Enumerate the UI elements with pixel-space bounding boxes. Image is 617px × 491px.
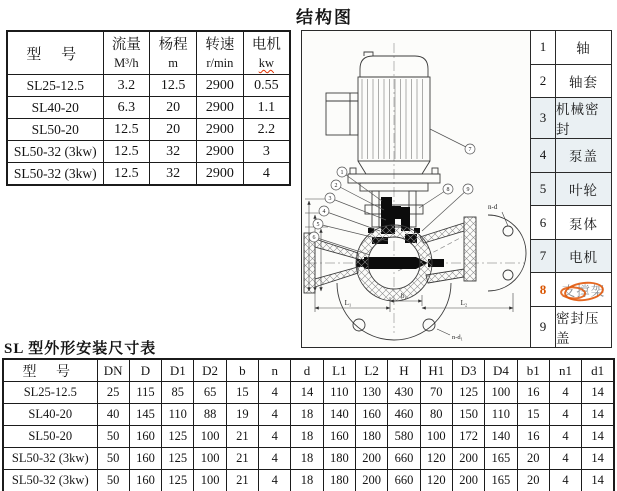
table-cell: 70 — [420, 382, 452, 404]
parts-row — [531, 307, 611, 347]
table-cell: 2900 — [197, 163, 244, 186]
table-cell: SL50-32 (3kw) — [3, 470, 97, 491]
table-cell: 200 — [356, 470, 388, 491]
discharge-flange — [420, 212, 526, 291]
table-cell: 160 — [129, 470, 161, 491]
table-cell: 50 — [97, 448, 129, 470]
table-cell: 160 — [323, 426, 355, 448]
table-cell: 2900 — [197, 141, 244, 163]
table-cell: SL50-20 — [3, 426, 97, 448]
table-cell: 18 — [291, 470, 323, 491]
table-cell: 40 — [97, 404, 129, 426]
table-cell: SL25-12.5 — [7, 75, 103, 97]
part-name: 轴套 — [569, 74, 598, 90]
table-cell: 21 — [226, 448, 258, 470]
balloon-number: 3 — [328, 196, 332, 203]
table-cell: 16 — [517, 426, 549, 448]
table-cell: 14 — [582, 470, 614, 491]
table-cell: 12.5 — [103, 163, 150, 186]
table-cell: 110 — [323, 382, 355, 404]
dim-column-header: n1 — [549, 359, 581, 382]
table-cell: SL50-20 — [7, 119, 103, 141]
table-cell: 88 — [194, 404, 226, 426]
table-cell: 2900 — [197, 75, 244, 97]
dim-label-l1: L₁ — [344, 299, 352, 307]
table-cell: SL50-32 (3kw) — [7, 141, 103, 163]
parts-row — [531, 31, 611, 65]
table-cell: 4 — [259, 382, 291, 404]
part-number: 8 — [531, 273, 556, 306]
table-cell: 3 — [243, 141, 290, 163]
table-cell: 430 — [388, 382, 420, 404]
table-cell: 180 — [323, 448, 355, 470]
table-cell: 2.2 — [243, 119, 290, 141]
part-number: 4 — [531, 139, 556, 172]
table-cell: 14 — [291, 382, 323, 404]
table-cell: 21 — [226, 426, 258, 448]
balloon-number: 5 — [316, 222, 320, 229]
table-cell: 180 — [356, 426, 388, 448]
table-cell: 50 — [97, 426, 129, 448]
parts-row — [531, 240, 611, 274]
perf-column-header: 杨程 m — [150, 31, 197, 75]
parts-list — [530, 31, 611, 347]
table-row — [3, 448, 614, 470]
table-cell: SL40-20 — [7, 97, 103, 119]
dim-column-header: H — [388, 359, 420, 382]
table-cell: 14 — [582, 448, 614, 470]
part-number: 6 — [531, 206, 556, 239]
table-cell: 21 — [226, 470, 258, 491]
table-cell: SL40-20 — [3, 404, 97, 426]
table-row — [3, 382, 614, 404]
table-cell: 580 — [388, 426, 420, 448]
dim-column-header: d1 — [582, 359, 614, 382]
table-cell: 125 — [162, 470, 194, 491]
table-cell: 18 — [291, 404, 323, 426]
table-cell: 85 — [162, 382, 194, 404]
table-cell: 145 — [129, 404, 161, 426]
table-cell: 20 — [150, 119, 197, 141]
parts-row — [531, 206, 611, 240]
flange-bolt-label-bottom: n-d₁ — [452, 334, 463, 341]
table-cell: 50 — [97, 470, 129, 491]
table-cell: 660 — [388, 448, 420, 470]
performance-table — [6, 30, 291, 186]
table-cell: 4 — [549, 404, 581, 426]
perf-column-header: 流量 M³/h — [103, 31, 150, 75]
perf-column-header: 转速 r/min — [197, 31, 244, 75]
perf-column-header: 电机 kw — [243, 31, 290, 75]
table-cell: 15 — [517, 404, 549, 426]
table-cell: 125 — [162, 426, 194, 448]
table-cell: 20 — [517, 470, 549, 491]
balloon-number: 8 — [446, 187, 450, 194]
table-cell: 15 — [226, 382, 258, 404]
table-cell: 4 — [549, 470, 581, 491]
table-cell: 12.5 — [103, 119, 150, 141]
dim-label-l2: L₂ — [460, 299, 468, 307]
dim-column-header: D3 — [452, 359, 484, 382]
table-cell: 2900 — [197, 97, 244, 119]
table-cell: 65 — [194, 382, 226, 404]
dim-column-header: n — [259, 359, 291, 382]
part-number: 9 — [531, 307, 556, 347]
table-cell: 4 — [259, 404, 291, 426]
structure-diagram-panel — [301, 30, 612, 348]
table-cell: 4 — [243, 163, 290, 186]
table-cell: SL25-12.5 — [3, 382, 97, 404]
table-cell: 4 — [549, 426, 581, 448]
balloon-number: 2 — [334, 183, 338, 190]
table-cell: 4 — [549, 382, 581, 404]
table-cell: 14 — [582, 426, 614, 448]
balloon-number: 7 — [468, 147, 472, 154]
table-cell: 12.5 — [150, 75, 197, 97]
table-row — [7, 97, 290, 119]
part-name: 支撑架 — [561, 283, 606, 299]
table-cell: 18 — [291, 448, 323, 470]
dim-label-b1: b₁ — [401, 292, 407, 300]
dim-column-header: DN — [97, 359, 129, 382]
dimension-header-row — [3, 359, 614, 382]
table-cell: 4 — [259, 470, 291, 491]
table-row — [7, 141, 290, 163]
table-cell: 32 — [150, 141, 197, 163]
dim-column-header: L2 — [356, 359, 388, 382]
table-cell: 32 — [150, 163, 197, 186]
part-name: 机械密封 — [556, 102, 600, 138]
dimension-table-title: SL 型外形安装尺寸表 — [4, 341, 157, 357]
table-cell: 20 — [150, 97, 197, 119]
table-row — [3, 426, 614, 448]
part-name: 泵体 — [569, 216, 598, 232]
table-cell: 4 — [259, 448, 291, 470]
part-number: 7 — [531, 240, 556, 273]
table-cell: 160 — [129, 448, 161, 470]
dim-column-header: D2 — [194, 359, 226, 382]
table-cell: 25 — [97, 382, 129, 404]
dim-column-header: H1 — [420, 359, 452, 382]
dim-column-header: L1 — [323, 359, 355, 382]
dim-column-header: d — [291, 359, 323, 382]
table-cell: 125 — [452, 382, 484, 404]
part-name: 电机 — [569, 250, 598, 266]
parts-row — [531, 139, 611, 173]
table-cell: 16 — [517, 382, 549, 404]
table-cell: 14 — [582, 404, 614, 426]
table-cell: 14 — [582, 382, 614, 404]
table-cell: SL50-32 (3kw) — [3, 448, 97, 470]
table-cell: 20 — [517, 448, 549, 470]
table-cell: 165 — [485, 448, 517, 470]
table-cell: 2900 — [197, 119, 244, 141]
dim-column-header: b — [226, 359, 258, 382]
balloon-number: 9 — [466, 187, 470, 194]
table-cell: 100 — [420, 426, 452, 448]
table-row — [3, 404, 614, 426]
part-name: 轴 — [576, 41, 591, 57]
table-cell: 120 — [420, 448, 452, 470]
dim-column-header: b1 — [517, 359, 549, 382]
table-cell: 12.5 — [103, 141, 150, 163]
table-cell: 4 — [549, 448, 581, 470]
balloon-number: 6 — [312, 235, 316, 242]
table-cell: 180 — [323, 470, 355, 491]
table-cell: 80 — [420, 404, 452, 426]
table-cell: 6.3 — [103, 97, 150, 119]
table-cell: 660 — [388, 470, 420, 491]
table-cell: 0.55 — [243, 75, 290, 97]
table-cell: 160 — [356, 404, 388, 426]
table-cell: 110 — [162, 404, 194, 426]
table-row — [7, 163, 290, 186]
table-cell: 3.2 — [103, 75, 150, 97]
parts-row — [531, 273, 611, 307]
flange-bolt-label-right: n-d — [488, 203, 498, 211]
part-number: 1 — [531, 31, 556, 64]
parts-row — [531, 65, 611, 99]
table-cell: 200 — [452, 470, 484, 491]
table-cell: 200 — [356, 448, 388, 470]
table-cell: 110 — [485, 404, 517, 426]
table-cell: 165 — [485, 470, 517, 491]
table-cell: 460 — [388, 404, 420, 426]
table-cell: 160 — [129, 426, 161, 448]
table-cell: 150 — [452, 404, 484, 426]
dim-column-header: D — [129, 359, 161, 382]
table-cell: 120 — [420, 470, 452, 491]
parts-row — [531, 173, 611, 207]
table-cell: SL50-32 (3kw) — [7, 163, 103, 186]
table-cell: 172 — [452, 426, 484, 448]
table-cell: 100 — [194, 448, 226, 470]
pump-drawing — [302, 31, 530, 344]
dimension-table — [2, 358, 615, 491]
table-cell: 1.1 — [243, 97, 290, 119]
balloon-number: 4 — [322, 209, 326, 216]
table-cell: 115 — [129, 382, 161, 404]
table-row — [7, 75, 290, 97]
table-cell: 130 — [356, 382, 388, 404]
dim-column-header: D4 — [485, 359, 517, 382]
part-name: 密封压盖 — [556, 311, 600, 347]
table-cell: 125 — [162, 448, 194, 470]
table-cell: 19 — [226, 404, 258, 426]
table-cell: 18 — [291, 426, 323, 448]
table-cell: 100 — [485, 382, 517, 404]
table-cell: 100 — [194, 470, 226, 491]
part-name: 泵盖 — [569, 149, 598, 165]
dim-column-header: 型 号 — [3, 359, 97, 382]
dim-column-header: D1 — [162, 359, 194, 382]
part-number: 2 — [531, 65, 556, 98]
part-number: 5 — [531, 173, 556, 206]
balloon-number: 1 — [340, 170, 344, 177]
table-cell: 200 — [452, 448, 484, 470]
table-cell: 140 — [485, 426, 517, 448]
model-column-header: 型 号 — [7, 31, 103, 75]
table-row — [7, 119, 290, 141]
structure-figure-title: 结构图 — [296, 8, 353, 27]
table-row — [3, 470, 614, 491]
performance-header-row — [7, 31, 290, 75]
table-cell: 140 — [323, 404, 355, 426]
parts-row — [531, 98, 611, 139]
table-cell: 100 — [194, 426, 226, 448]
table-cell: 4 — [259, 426, 291, 448]
motor-terminal-box — [326, 93, 358, 135]
part-name: 叶轮 — [569, 183, 598, 199]
part-number: 3 — [531, 98, 556, 138]
